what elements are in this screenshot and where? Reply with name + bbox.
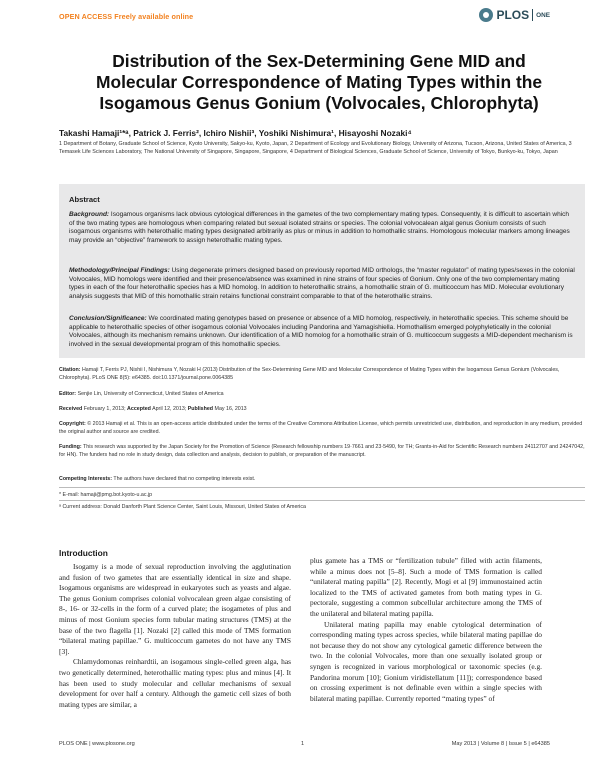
- conclusion-text: We coordinated mating genotypes based on presence or absence of a MID homolog, respectively, in heterothallic species. This scheme should be applicable to heterothallic species of other isogamous colonial Volvocales including Pandorina and Yamagishiella. Homothallism emerged polyphyletically in the colonial Volvocales, although its mechanism remains unknown. Our identification of a MID homolog for a homothallic strain of G. multicoccum suggests a MID-dependent mechanism is involved in the sexual developmental program of this homothallic species.: [69, 315, 573, 348]
- divider: [59, 500, 585, 501]
- published-label: Published: [187, 406, 214, 412]
- funding-label: Funding:: [59, 444, 82, 450]
- intro-right-column: [310, 556, 542, 704]
- author-list: Takashi Hamaji¹*ᵃ, Patrick J. Ferris², Ichiro Nishii³, Yoshiki Nishimura¹, Hisayoshi Nozaki⁴: [59, 128, 412, 138]
- title-line-2: Molecular Correspondence of Mating Types within the: [95, 72, 543, 92]
- plos-logo-icon: [479, 8, 493, 22]
- citation-label: Citation:: [59, 367, 81, 373]
- introduction-heading: Introduction: [59, 548, 108, 558]
- competing-text: The authors have declared that no competing interests exist.: [113, 476, 256, 482]
- methods-text: Using degenerate primers designed based on previously reported MID orthologs, the “master regulator” of mating types/sexes in the colonial Volvocales, MID homologs were identified and their presence/absence was examined in nine strains of four species of Gonium. Only one of the two complementary mating types in each of the four heterothallic species has a MID homolog. In addition to heterothallic strains, a homothallic strain of G. multicoccum has MID. Molecular evolutionary analysis suggests that MID of this homothallic strain retains functional constraint comparable to that of the heterothallic strains.: [69, 267, 575, 300]
- intro-paragraph: Chlamydomonas reinhardtii, an isogamous single-celled green alga, has two genetically determined, heterothallic mating types: plus and minus [4]. It has been used to study molecular and cellular mechanisms of sexual development for over half a century. Although the gametic cell sizes of both mating types are similar, a: [59, 657, 291, 709]
- copyright-label: Copyright:: [59, 421, 86, 427]
- footer-journal[interactable]: PLOS ONE | www.plosone.org: [59, 741, 135, 747]
- citation: [59, 366, 585, 382]
- page-header: [59, 8, 550, 30]
- divider: [59, 487, 585, 488]
- open-access-text: OPEN ACCESS Freely available online: [59, 12, 194, 21]
- accepted-label: Accepted: [127, 406, 151, 412]
- editor: [59, 390, 585, 398]
- methods-label: Methodology/Principal Findings:: [69, 267, 170, 274]
- copyright-text: © 2013 Hamaji et al. This is an open-access article distributed under the terms of the Creative Commons Attribution License, which permits unrestricted use, distribution, and reproduction in any medium, provided the original author and source are credited.: [59, 421, 583, 435]
- article-title: [59, 51, 579, 114]
- published-date: May 16, 2013: [214, 406, 247, 412]
- footer-issue: May 2013 | Volume 8 | Issue 5 | e64385: [451, 741, 550, 747]
- abstract-box: [59, 184, 585, 358]
- journal-short-name: ONE: [536, 11, 550, 19]
- intro-paragraph: plus gamete has a TMS or “fertilization tubule” filled with actin filaments, while a minus does not [5–8]. Such a mode of TMS formation is called “unilateral mating papilla” [2]. Recently, Mogi et al [9] immunostained actin localized to the TMS of activated gametes from both mating types in G. pectorale, suggesting a common subcellular architecture among the TMS of the unilateral and bilateral mating papilla.: [310, 556, 542, 618]
- intro-paragraph: Unilateral mating papilla may enable cytological determination of corresponding mating types across species, while bilateral mating papillae do not because they do not show any cytological gametic difference between the two. In the colonial Volvocales, more than one sexually isolated group or syngen is recognized in various morphological or taxonomic species (e.g. Pandorina morum [10]; Gonium viridistellatum [11]); correspondence based on crossing experiment is not definable even within a single species with bilateral mating papillae. Currently reported “mating types” of: [310, 619, 542, 703]
- affiliations: 1 Department of Botany, Graduate School of Science, Kyoto University, Sakyo-ku, Kyoto, Japan, 2 Department of Ecology and Evolutionary Biology, University of Arizona, Tucson, Arizona, United States of America, 3 Temasek Life Sciences Laboratory, The National University of Singapore, Singapore, Singapore, 4 Department of Biological Sciences, Graduate School of Science, University of Tokyo, Bunkyo-ku, Tokyo, Japan: [59, 141, 572, 156]
- page-number: 1: [301, 741, 305, 747]
- email-text[interactable]: * E-mail: hamaji@pmg.bot.kyoto-u.ac.jp: [59, 492, 153, 498]
- citation-text: Hamaji T, Ferris PJ, Nishii I, Nishimura Y, Nozaki H (2013) Distribution of the Sex-Determining Gene MID and Molecular Correspondence of Mating Types within the Isogamous Genus Gonium (Volvocales, Chlorophyta). PLoS ONE 8(5): e64385. doi:10.1371/journal.pone.0064385: [59, 367, 560, 381]
- received-date: February 1, 2013;: [83, 406, 126, 412]
- email[interactable]: [59, 491, 585, 499]
- journal-logo[interactable]: [479, 8, 550, 22]
- current-address: ᵃ Current address: Donald Danforth Plant Science Center, Saint Louis, Missouri, United States of America: [59, 504, 306, 510]
- title-line-3: Isogamous Genus Gonium (Volvocales, Chlorophyta): [99, 93, 539, 113]
- editor-text: Senjie Lin, University of Connecticut, United States of America: [77, 391, 224, 397]
- abstract-heading: Abstract: [69, 195, 100, 204]
- open-access-banner[interactable]: [59, 12, 193, 21]
- intro-left-column: [59, 562, 291, 710]
- abstract-background: [69, 211, 575, 245]
- editor-label: Editor:: [59, 391, 77, 397]
- accepted-date: April 12, 2013;: [152, 406, 187, 412]
- background-label: Background:: [69, 211, 110, 218]
- logo-divider: [532, 9, 533, 21]
- publisher-name: PLOS: [496, 8, 530, 22]
- competing-interests: [59, 475, 585, 483]
- intro-paragraph: Isogamy is a mode of sexual reproduction involving the agglutination and fusion of two gametes that are essentially identical in size and shape. Isogamous organisms are widespread in eukaryotes such as yeasts and algae. The genus Gonium comprises colonial volvocalean green algae consisting of 8-, 16- or 32-cells in the form of a curved plate; the isogametes of plus and minus of most Gonium species form tubular mating structures (TMS) at the base of the two flagella [1]. Nozaki [2] called this mode of TMS formation “bilateral mating papillae.” G. multicoccum gametes do not have any TMS [3].: [59, 562, 291, 656]
- title-line-1: Distribution of the Sex-Determining Gene MID and: [112, 51, 526, 71]
- abstract-conclusion: [69, 315, 575, 349]
- copyright: [59, 420, 585, 436]
- funding: [59, 443, 585, 459]
- funding-text: This research was supported by the Japan Society for the Promotion of Science (Research fellowship numbers 19·7661 and 23·5490, for TH; Grants-in-Aid for Scientific Research numbers 24112707 and 24247042, for HN). The funders had no role in study design, data collection and analysis, decision to publish, or preparation of the manuscript.: [59, 444, 585, 458]
- received-label: Received: [59, 406, 83, 412]
- abstract-methods: [69, 267, 575, 301]
- background-text: Isogamous organisms lack obvious cytological differences in the gametes of the two complementary mating types. Consequently, it is difficult to ascertain which of the two mating types are homologous when comparing related but sexual isolated strains or species. The colonial volvocalean algal genus Gonium consists of such isogamous organisms with heterothallic mating types designated arbitrarily as plus or minus in addition to homothallic strains. Homologous molecular markers among lineages may provide an “objective” framework to assign heterothallic mating types.: [69, 211, 570, 244]
- conclusion-label: Conclusion/Significance:: [69, 315, 147, 322]
- dates: [59, 405, 585, 413]
- competing-label: Competing Interests:: [59, 476, 112, 482]
